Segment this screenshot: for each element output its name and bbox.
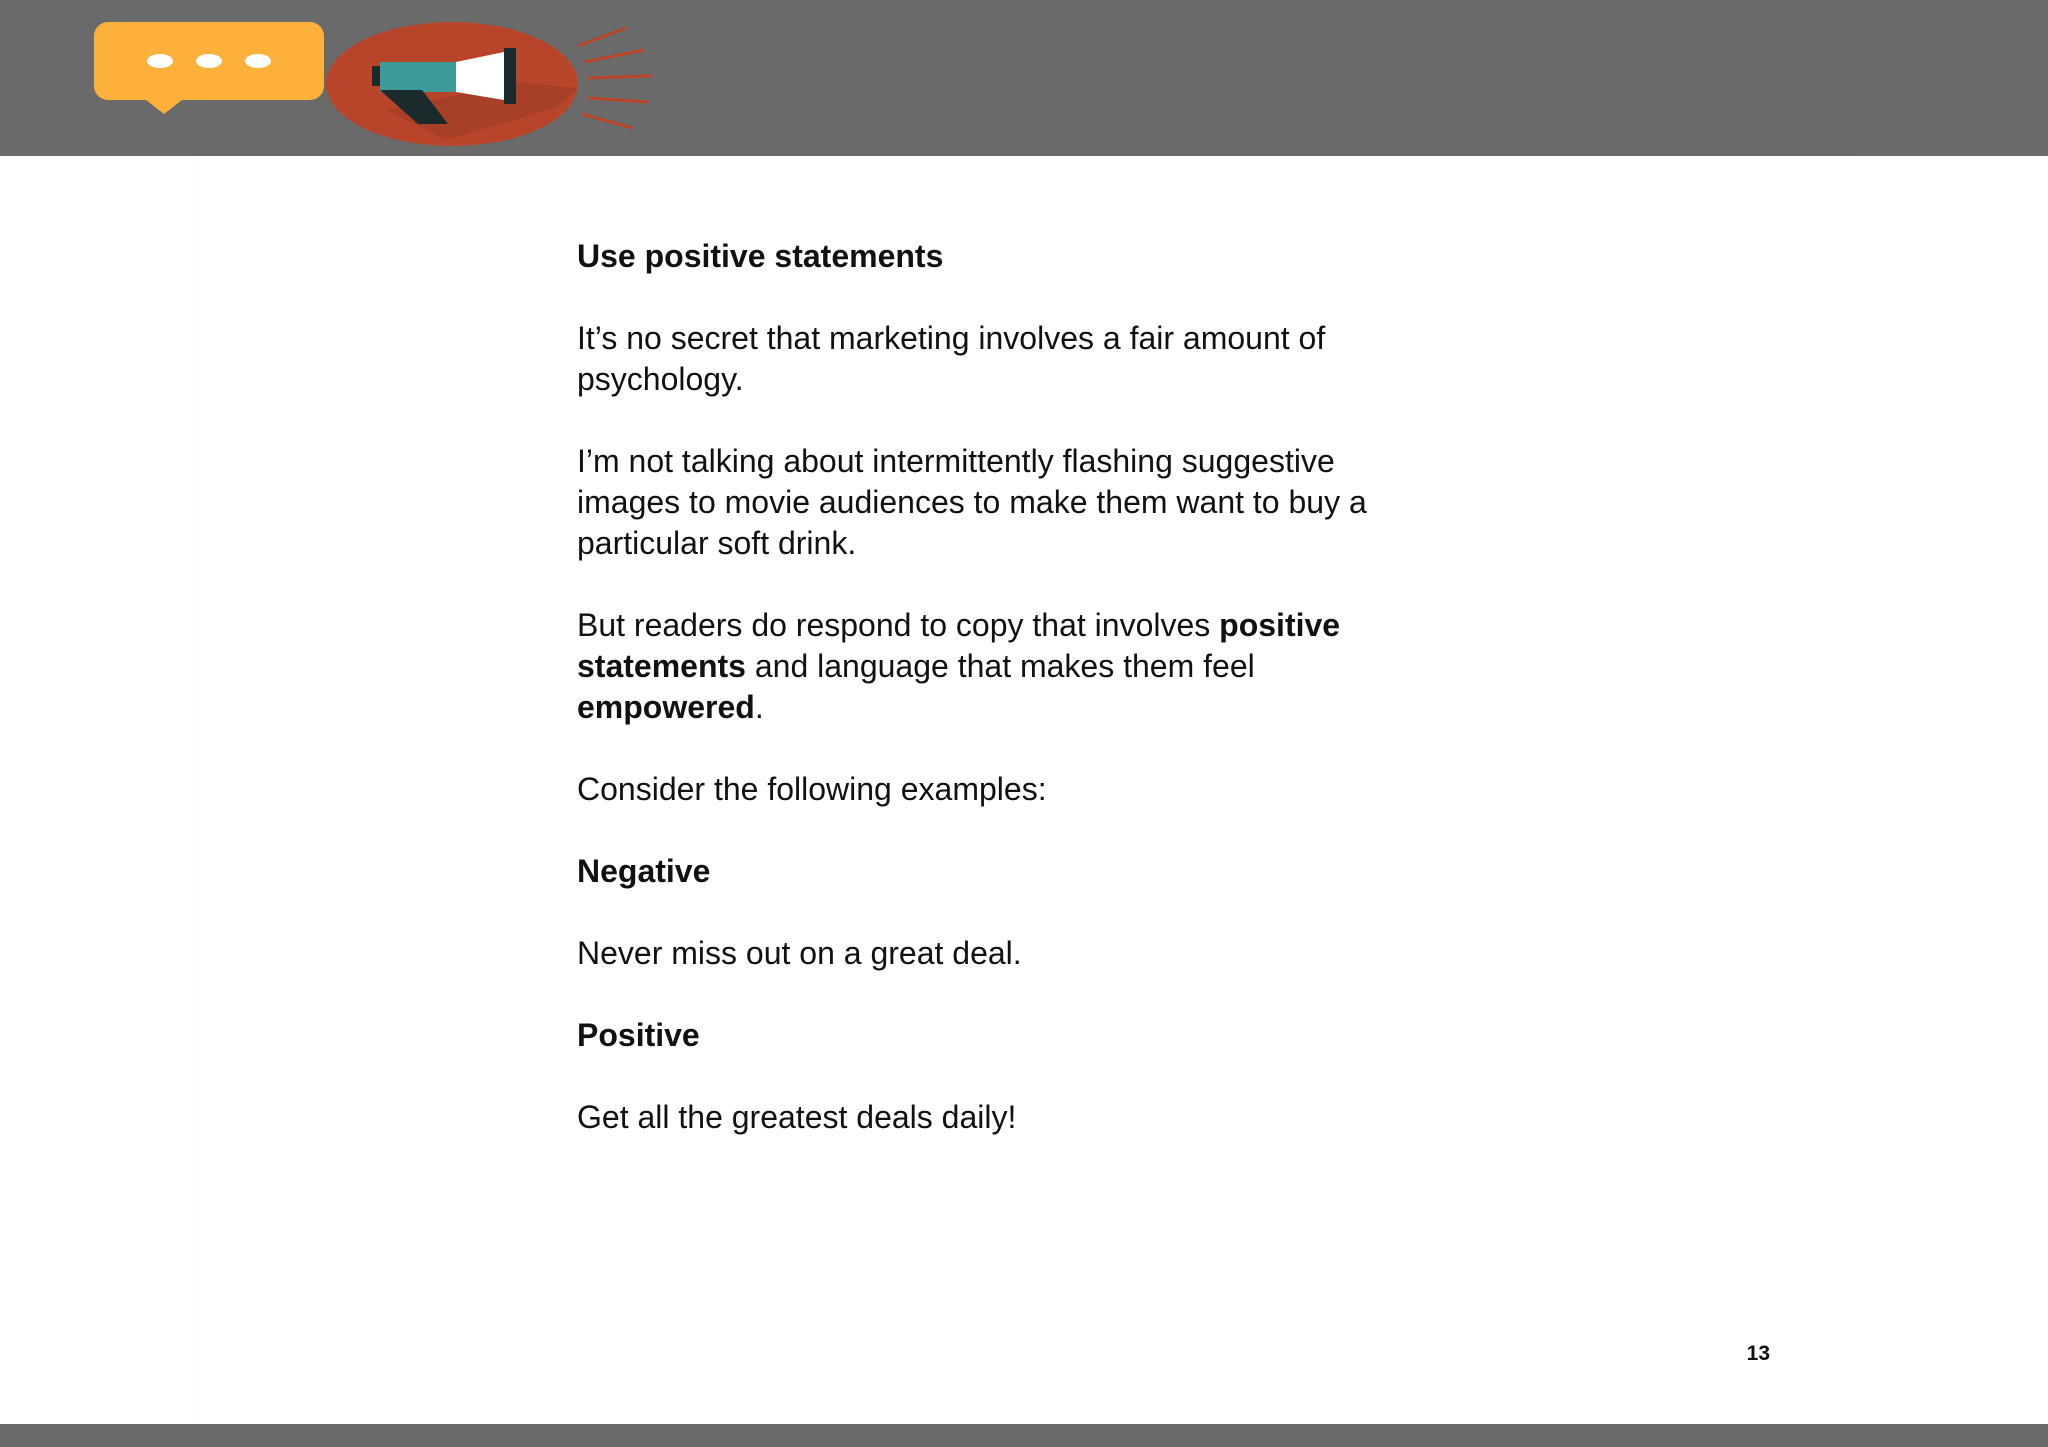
paragraph-text: . bbox=[754, 689, 764, 725]
speech-bubble-icon bbox=[94, 22, 324, 116]
article-body bbox=[577, 236, 1437, 1179]
footer-bar bbox=[0, 1424, 2048, 1447]
article-title: Use positive statements bbox=[577, 238, 944, 274]
positive-example: Get all the greatest deals daily! bbox=[577, 1099, 1017, 1135]
negative-example: Never miss out on a great deal. bbox=[577, 935, 1022, 971]
paragraph: It’s no secret that marketing involves a fair amount of psychology. bbox=[577, 320, 1326, 397]
emphasis-empowered: empowered bbox=[577, 689, 755, 725]
paragraph: I’m not talking about intermittently flashing suggestive images to movie audiences to make them want to buy a particular soft drink. bbox=[577, 443, 1367, 561]
page-number: 13 bbox=[1746, 1342, 1770, 1365]
negative-heading: Negative bbox=[577, 853, 711, 889]
positive-heading: Positive bbox=[577, 1017, 700, 1053]
megaphone-icon bbox=[326, 18, 652, 150]
emphasis-positive-statements: positive statements bbox=[577, 607, 1341, 684]
paragraph-text: and language that makes them feel bbox=[745, 648, 1255, 684]
paragraph bbox=[577, 605, 1437, 728]
paragraph-text: But readers do respond to copy that involves bbox=[577, 607, 1220, 643]
paragraph: Consider the following examples: bbox=[577, 771, 1047, 807]
